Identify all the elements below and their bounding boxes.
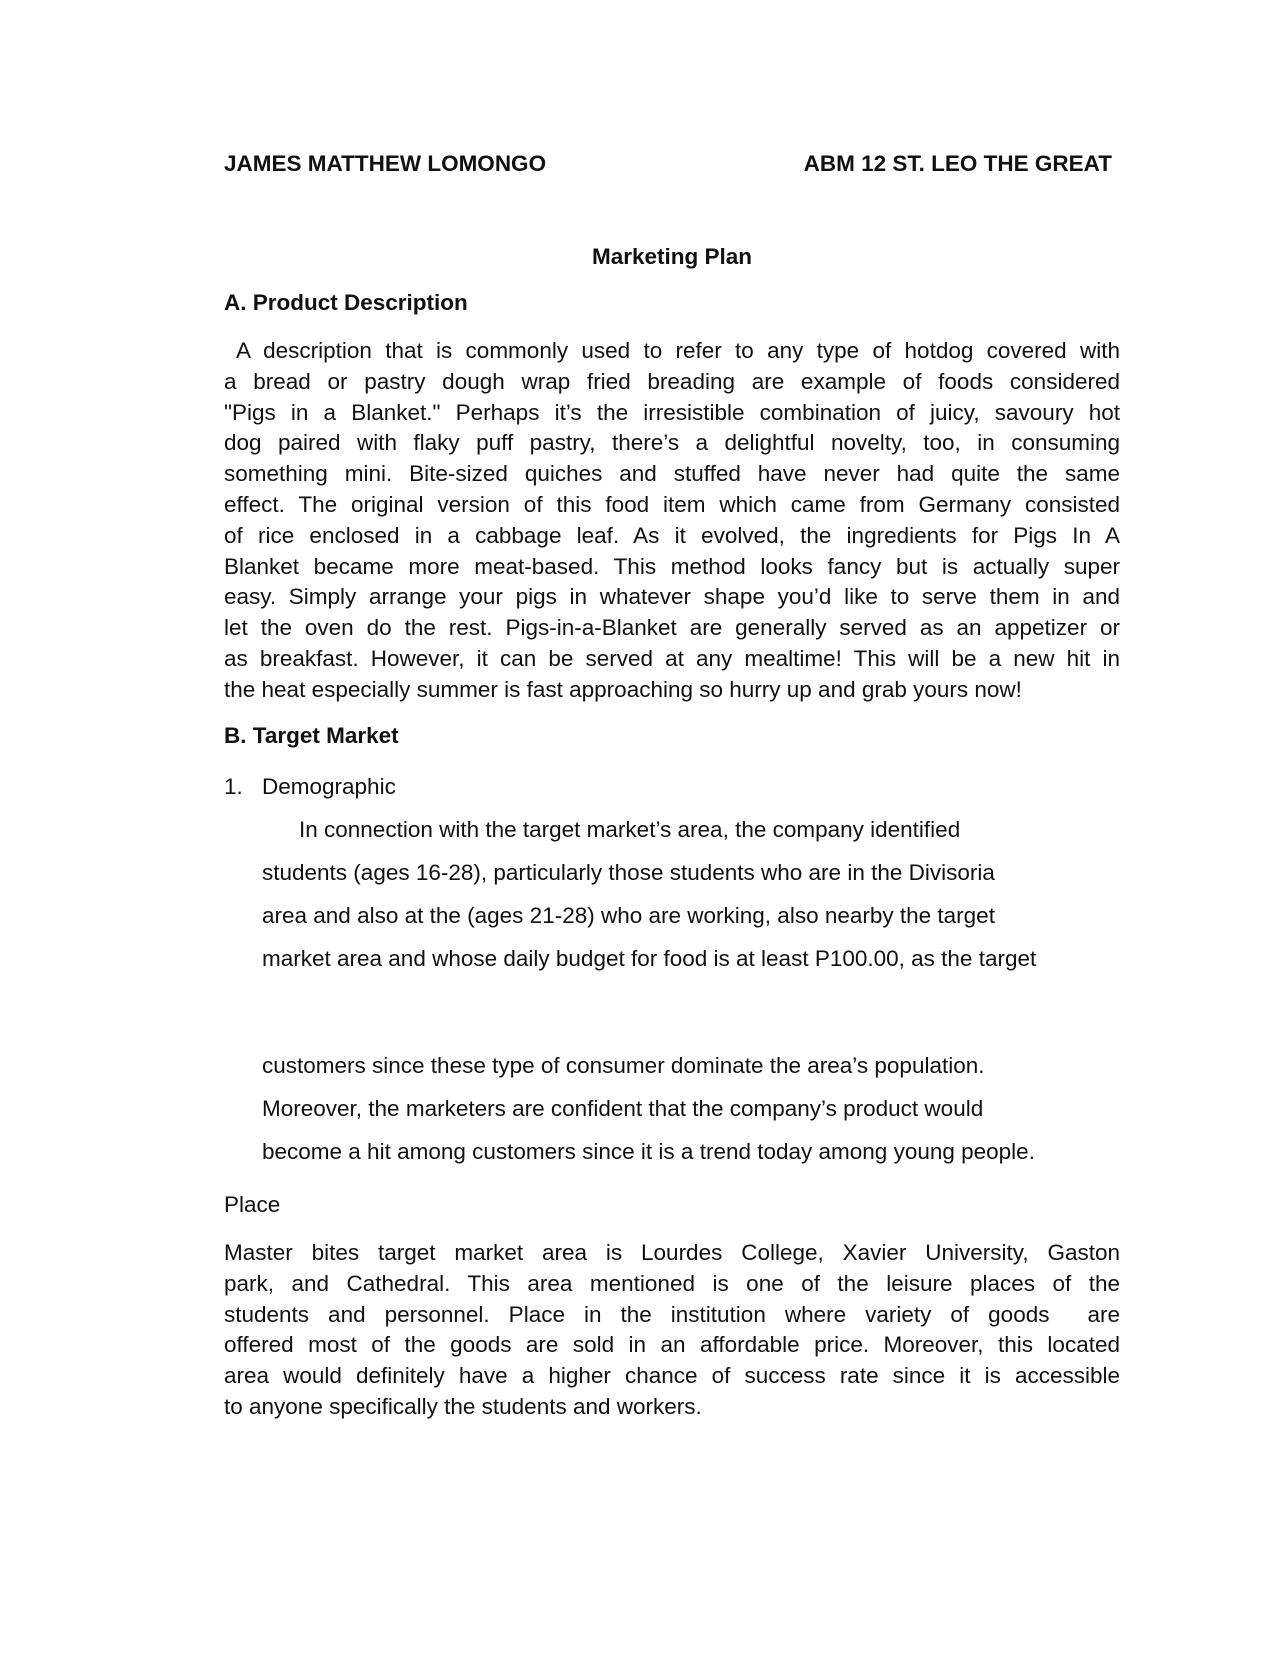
demographic-paragraph-part-1 bbox=[262, 808, 1120, 980]
text-line: In connection with the target market’s area, the company identified bbox=[299, 817, 961, 842]
list-item-number: 1. bbox=[224, 774, 243, 799]
place-label: Place bbox=[224, 1192, 281, 1217]
text-line: students (ages 16-28), particularly those students who are in the Divisoria bbox=[262, 860, 995, 885]
text-line: students and personnel. Place in the institution where variety of goods are bbox=[224, 1301, 1120, 1327]
text-line: as breakfast. However, it can be served at any mealtime! This will be a new hit in bbox=[224, 645, 1120, 671]
list-item-demographic bbox=[224, 774, 396, 800]
place-paragraph bbox=[224, 1238, 1120, 1423]
text-line: Blanket became more meat-based. This method looks fancy but is actually super bbox=[224, 553, 1120, 579]
text-line: market area and whose daily budget for food is at least P100.00, as the target bbox=[262, 946, 1037, 971]
text-line: Master bites target market area is Lourdes College, Xavier University, Gaston bbox=[224, 1240, 1120, 1265]
text-line: park, and Cathedral. This area mentioned is one of the leisure places of the bbox=[224, 1270, 1120, 1296]
text-line: Moreover, the marketers are confident that the company’s product would bbox=[262, 1096, 984, 1121]
text-line: effect. The original version of this food item which came from Germany consisted bbox=[224, 491, 1120, 517]
text-line: area and also at the (ages 21-28) who are working, also nearby the target bbox=[262, 903, 995, 928]
author-name: JAMES MATTHEW LOMONGO bbox=[224, 151, 547, 176]
text-line: easy. Simply arrange your pigs in whatever shape you’d like to serve them in and bbox=[224, 584, 1120, 610]
text-line: A description that is commonly used to refer to any type of hotdog covered with bbox=[224, 338, 1120, 363]
text-line: of rice enclosed in a cabbage leaf. As it evolved, the ingredients for Pigs In A bbox=[224, 522, 1120, 548]
text-line: a bread or pastry dough wrap fried breading are example of foods considered bbox=[224, 368, 1120, 394]
product-description-paragraph bbox=[224, 336, 1120, 706]
text-line: let the oven do the rest. Pigs-in-a-Blanket are generally served as an appetizer or bbox=[224, 615, 1120, 641]
text-line: offered most of the goods are sold in an affordable price. Moreover, this located bbox=[224, 1332, 1120, 1358]
text-line: "Pigs in a Blanket." Perhaps it’s the irresistible combination of juicy, savoury hot bbox=[224, 399, 1120, 425]
document-header bbox=[224, 151, 1120, 181]
text-line: the heat especially summer is fast approaching so hurry up and grab yours now! bbox=[224, 676, 1022, 702]
demographic-paragraph-part-2 bbox=[262, 1044, 1120, 1173]
text-line: something mini. Bite-sized quiches and stuffed have never had quite the same bbox=[224, 461, 1120, 487]
text-line: area would definitely have a higher chance of success rate since it is accessible bbox=[224, 1363, 1120, 1389]
list-item-label: Demographic bbox=[262, 774, 396, 799]
text-line: customers since these type of consumer dominate the area’s population. bbox=[262, 1053, 985, 1078]
text-line: become a hit among customers since it is a trend today among young people. bbox=[262, 1139, 1035, 1164]
text-line: to anyone specifically the students and workers. bbox=[224, 1393, 702, 1419]
text-line: dog paired with flaky puff pastry, there’s a delightful novelty, too, in consuming bbox=[224, 430, 1120, 456]
class-section: ABM 12 ST. LEO THE GREAT bbox=[803, 151, 1112, 176]
section-heading-target-market: B. Target Market bbox=[224, 723, 399, 748]
section-heading-product-description: A. Product Description bbox=[224, 290, 468, 315]
document-title: Marketing Plan bbox=[591, 244, 753, 269]
